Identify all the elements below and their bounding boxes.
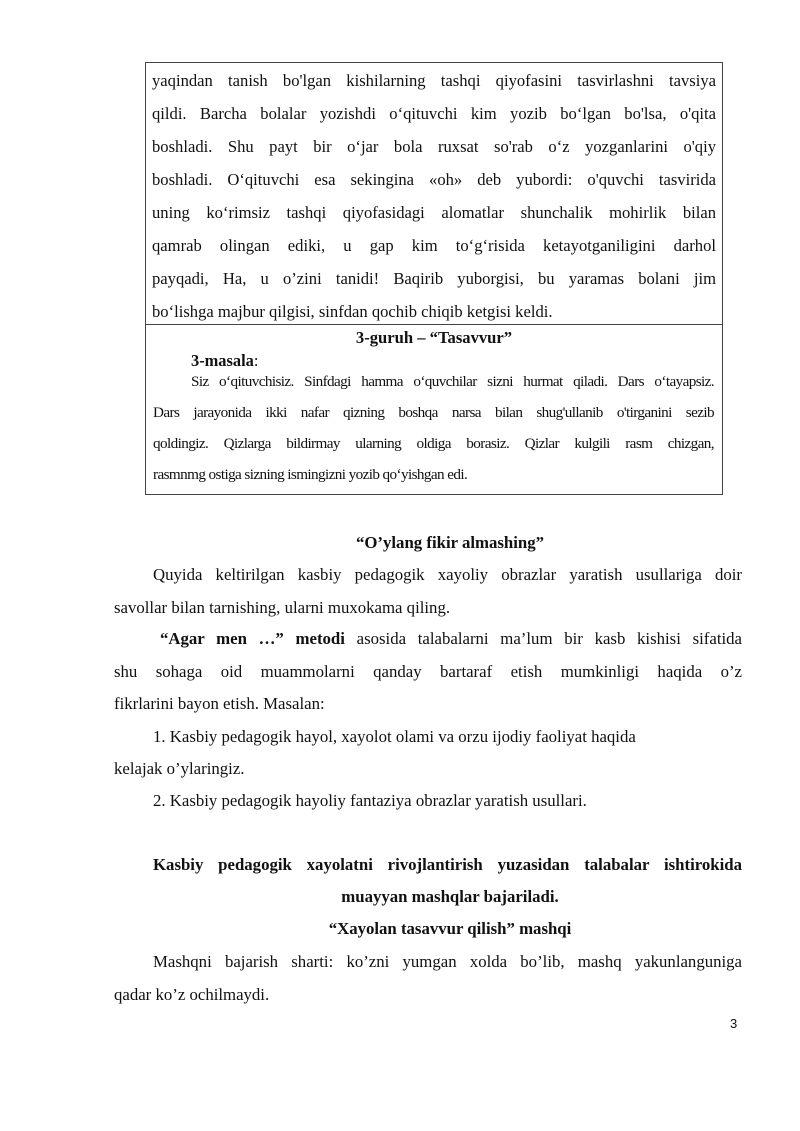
- case-text-cell: [146, 63, 722, 325]
- masala-colon: :: [253, 351, 259, 370]
- masala-label: [191, 351, 258, 371]
- method-line: fikrlarini bayon etish. Masalan:: [114, 694, 325, 713]
- masala-text-line: rasmnmg ostiga sizning ismingizni yozib qo‘yishgan edi.: [153, 466, 468, 483]
- list-item-2: 2. Kasbiy pedagogik hayoliy fantaziya obrazlar yaratish usullari.: [153, 791, 587, 810]
- group3-cell: [146, 325, 722, 494]
- masala-text-line: qoldingiz. Qizlarga bildirmay ularning oldiga borasiz. Qizlar kulgili rasm chizgan,: [153, 435, 714, 452]
- intro-line: savollar bilan tarnishing, ularni muxokama qiling.: [114, 598, 451, 617]
- case-text-line: qamrab olingan ediki, u gap kim to‘g‘risida ketayotganiligini darhol: [152, 236, 716, 255]
- group3-title: 3-guruh – “Tasavvur”: [355, 328, 513, 347]
- case-text-line: uning ko‘rimsiz tashqi qiyofasidagi alomatlar shunchalik mohirlik bilan: [152, 203, 716, 222]
- method-line: [160, 629, 742, 649]
- intro-line: Quyida keltirilgan kasbiy pedagogik xayoliy obrazlar yaratish usullariga doir: [153, 565, 742, 584]
- case-text-line: boshladi. O‘qituvchi esa sekingina «oh» deb yubordi: o'quvchi tasvirida: [152, 170, 716, 189]
- case-text-line: boshladi. Shu payt bir o‘jar bola ruxsat so'rab o‘z yozganlarini o'qiy: [152, 137, 716, 156]
- exercise-line: qadar ko’z ochilmaydi.: [114, 985, 270, 1004]
- heading-oylang: “O’ylang fikir almashing”: [355, 533, 545, 552]
- list-item-1-cont: kelajak o’ylaringiz.: [114, 759, 245, 778]
- case-text-line: bo‘lishga majbur qilgisi, sinfdan qochib chiqib ketgisi keldi.: [152, 302, 553, 321]
- masala-text-line: Siz o‘qituvchisiz. Sinfdagi hamma o‘quvchilar sizni hurmat qiladi. Dars o‘tayapsiz.: [191, 373, 714, 390]
- method-bold-word: metodi: [295, 629, 345, 648]
- case-table: [145, 62, 723, 495]
- masala-text-line: Dars jarayonida ikki nafar qizning boshqa narsa bilan shug'ullanib o'tirganini sezib: [153, 404, 714, 421]
- list-item-1: 1. Kasbiy pedagogik hayol, xayolot olami va orzu ijodiy faoliyat haqida: [153, 727, 636, 746]
- heading-kasbiy-line2: muayyan mashqlar bajariladi.: [341, 887, 559, 906]
- exercise-line: Mashqni bajarish sharti: ko’zni yumgan xolda bo’lib, mashq yakunlanguniga: [153, 952, 742, 971]
- case-text-line: qildi. Barcha bolalar yozishdi o‘qituvchi kim yozib bo‘lgan bo'lsa, o'qita: [152, 104, 716, 123]
- heading-xayolan: “Xayolan tasavvur qilish” mashqi: [328, 919, 572, 938]
- masala-label-text: 3-masala: [191, 351, 254, 370]
- heading-kasbiy-line1: Kasbiy pedagogik xayolatni rivojlantirish yuzasidan talabalar ishtirokida: [153, 855, 742, 874]
- case-text-line: payqadi, Ha, u o’zini tanidi! Baqirib yuborgisi, bu yaramas bolani jim: [152, 269, 716, 288]
- method-line: shu sohaga oid muammolarni qanday bartaraf etish mumkinligi haqida o’z: [114, 662, 742, 681]
- case-text-line: yaqindan tanish bo'lgan kishilarning tashqi qiyofasini tasvirlashni tavsiya: [152, 71, 716, 90]
- method-rest: asosida talabalarni ma’lum bir kasb kishisi sifatida: [356, 629, 742, 648]
- page-number: 3: [730, 1016, 738, 1031]
- method-bold-phrase: “Agar men …”: [160, 629, 284, 648]
